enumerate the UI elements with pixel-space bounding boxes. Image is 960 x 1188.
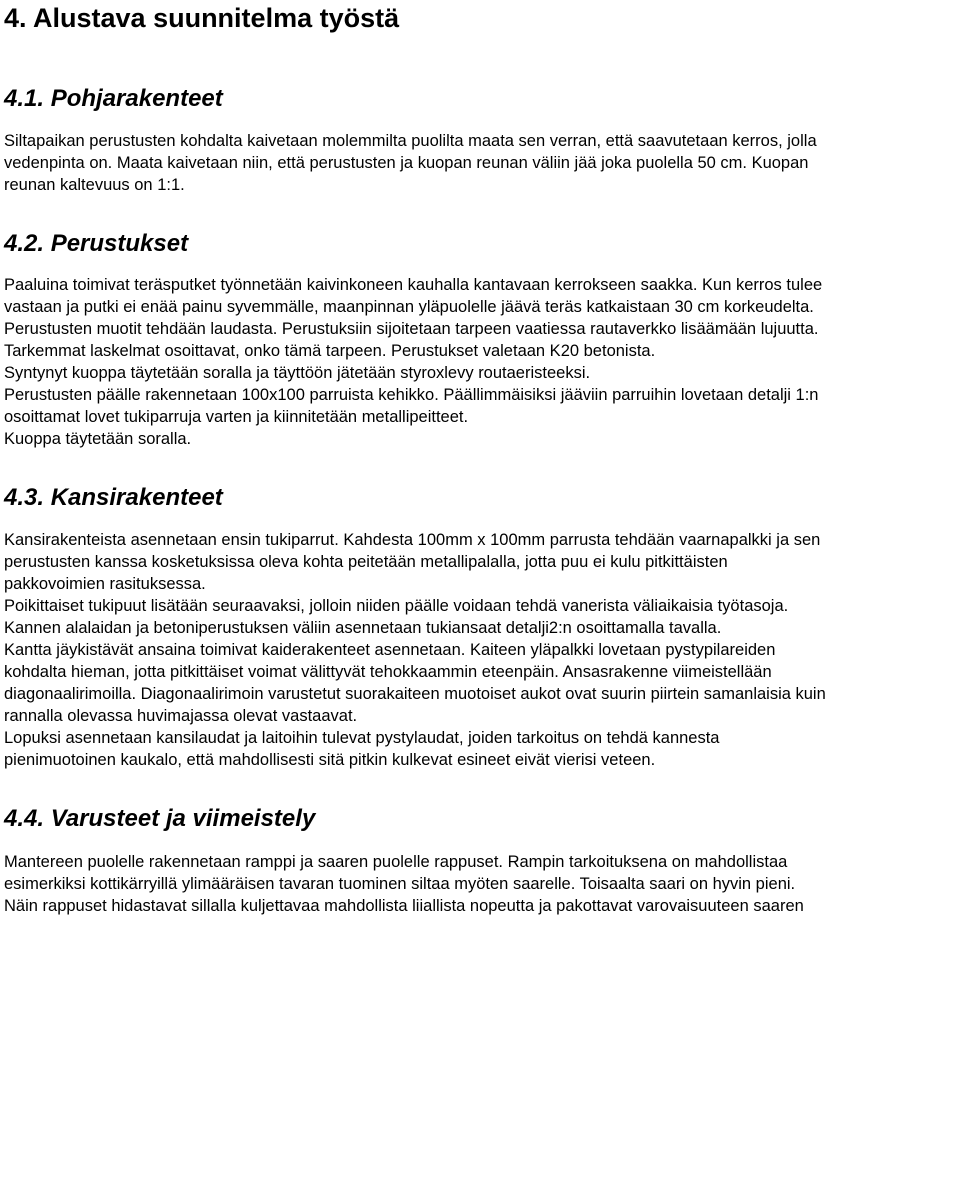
paragraph: Perustusten muotit tehdään laudasta. Perustuksiin sijoitetaan tarpeen vaatiessa rautaverkko lisäämään lujuutta. Tarkemmat laskelmat osoittavat, onko tämä tarpeen. Perustukset valetaan K20 betonista. xyxy=(4,320,819,360)
paragraph: Lopuksi asennetaan kansilaudat ja laitoihin tulevat pystylaudat, joiden tarkoitus on tehdä kannesta pienimuotoinen kaukalo, että mahdollisesti sitä pitkin kulkevat esineet eivät vierisi veteen. xyxy=(4,729,720,769)
paragraph: Perustusten päälle rakennetaan 100x100 parruista kehikko. Päällimmäisiksi jääviin parruihin lovetaan detalji 1:n osoittamat lovet tukiparruja varten ja kiinnitetään metallipeitteet. xyxy=(4,386,819,426)
paragraph: Kannen alalaidan ja betoniperustuksen väliin asennetaan tukiansaat detalji2:n osoittamalla tavalla. xyxy=(4,619,722,637)
paragraph: Kansirakenteista asennetaan ensin tukiparrut. Kahdesta 100mm x 100mm parrusta tehdään vaarnapalkki ja sen perustusten kanssa kosketuksissa oleva kohta peitetään metallipalalla, jotta puu ei kulu pitkittäisten pakkovoimien rasituksessa. xyxy=(4,531,821,593)
paragraph: Mantereen puolelle rakennetaan ramppi ja saaren puolelle rappuset. Rampin tarkoituksena on mahdollistaa esimerkiksi kottikärryillä ylimääräisen tavaran tuominen siltaa myöten saarelle. Toisaalta saari on hyvin pieni. Näin rappuset hidastavat sillalla kuljettavaa mahdollista liiallista nopeutta ja pakottavat varovaisuuteen saaren xyxy=(4,853,804,915)
paragraph: Kantta jäykistävät ansaina toimivat kaiderakenteet asennetaan. Kaiteen yläpalkki lovetaan pystypilareiden kohdalta hieman, jotta pitkittäiset voimat välittyvät tehokkaammin eteenpäin. Ansasrakenne viimeistellään diagonaalirimoilla. Diagonaalirimoin varustetut suorakaiteen muotoiset aukot ovat suurin piirtein samanlaisia kuin rannalla olevassa huvimajassa olevat vastaavat. xyxy=(4,641,826,725)
document-page xyxy=(4,0,960,917)
section-heading-pohjarakenteet: 4.1. Pohjarakenteet xyxy=(4,85,223,112)
section-heading-varusteet-ja-viimeistely: 4.4. Varusteet ja viimeistely xyxy=(4,805,316,832)
paragraph: Siltapaikan perustusten kohdalta kaivetaan molemmilta puolilta maata sen verran, että saavutetaan kerros, jolla vedenpinta on. Maata kaivetaan niin, että perustusten ja kuopan reunan väliin jää joka puolella 50 cm. Kuopan reunan kaltevuus on 1:1. xyxy=(4,132,817,194)
document-title: 4. Alustava suunnitelma työstä xyxy=(4,3,400,33)
section-heading-perustukset: 4.2. Perustukset xyxy=(4,230,189,257)
paragraph: Paaluina toimivat teräsputket työnnetään kaivinkoneen kauhalla kantavaan kerrokseen saakka. Kun kerros tulee vastaan ja putki ei enää painu syvemmälle, maanpinnan yläpuolelle jäävä teräs katkaistaan 30 cm korkeudelta. xyxy=(4,276,823,316)
section-heading-kansirakenteet: 4.3. Kansirakenteet xyxy=(4,484,223,511)
paragraph: Kuoppa täytetään soralla. xyxy=(4,430,192,448)
paragraph: Syntynyt kuoppa täytetään soralla ja täyttöön jätetään styroxlevy routaeristeeksi. xyxy=(4,364,591,382)
paragraph: Poikittaiset tukipuut lisätään seuraavaksi, jolloin niiden päälle voidaan tehdä vanerista väliaikaisia työtasoja. xyxy=(4,597,789,615)
